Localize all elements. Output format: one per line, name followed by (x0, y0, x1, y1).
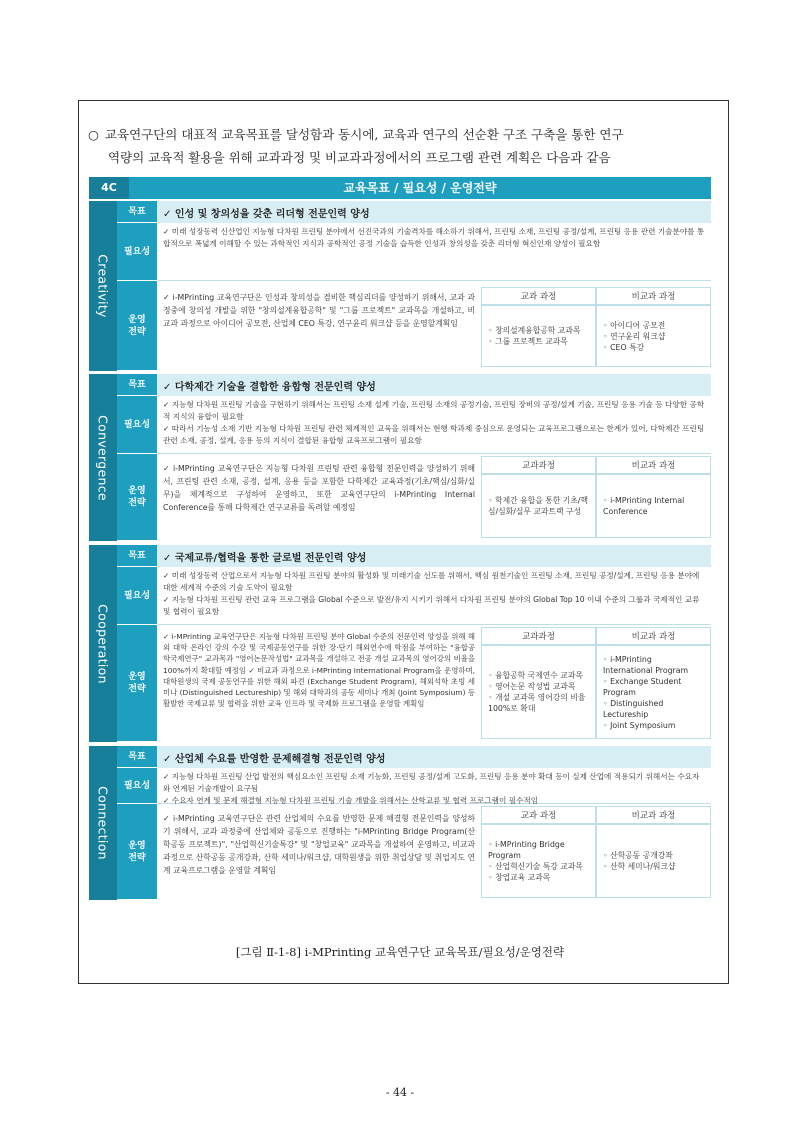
extracurricular-list: ◦ i-MPrinting International Program ◦ Exchange Student Program ◦ Distinguished Lectureship ◦ Joint Symposium (596, 645, 711, 739)
strategy-text: ✓ i-MPrinting 교육연구단은 지능형 다차원 프린팅 관련 융합형 전문인력을 양성하기 위해서, 프린팅 관련 소재, 공정, 설계, 응용 등을 포함한 다학제간 교육과정(기초/핵심/심화/실무)을 체계적으로 구성하여 운영하고, 또한 교육연구단의 i-MPrinting Internal Conference를 통해 다학제간 연구교류를 독려할 예정임 (163, 464, 475, 512)
curriculum-list: ◦ 창의설계융합공학 교과목 ◦ 그룹 프로젝트 교과목 (481, 305, 596, 367)
curriculum-list: ◦ i-MPrinting Bridge Program ◦ 산업혁신기술 특강 교과목 ◦ 창업교육 교과목 (481, 824, 596, 898)
goal-label: 목표 (117, 545, 157, 567)
curriculum-header: 교과 과정 (481, 287, 596, 305)
need-label: 필요성 (117, 396, 157, 454)
need-text: ✓ 지능형 다차원 프린팅 기술을 구현하기 위해서는 프린팅 소재 설계 기술, 프린팅 소재의 공정기술, 프린팅 장비의 공정/설계 기술, 프린팅 응용 기술 등 다양한 공학적 지식의 융합이 필요함 ✓ 따라서 기능성 소재 기반 지능형 다차원 프린팅 관련 체계적인 교육을 위해서는 현행 학과제 중심으로 운영되는 교육프로그램으로는 한계가 있어, 다학제간 프린팅 관련 소재, 공정, 설계, 응용 등의 지식이 결합된 융합형 교육프로그램이 필요함 (157, 396, 711, 454)
program-table (481, 456, 711, 538)
extracurricular-list: ◦ i-MPrinting Internal Conference (596, 474, 711, 538)
figure-caption: [그림 Ⅱ-1-8] i-MPrinting 교육연구단 교육목표/필요성/운영전략 (235, 945, 565, 959)
program-table (481, 287, 711, 367)
goal-text: ✓ 인성 및 창의성을 갖춘 리더형 전문인력 양성 (157, 201, 711, 223)
intro-paragraph (88, 123, 723, 169)
side-label-connection: Connection (89, 746, 117, 900)
page-number: - 44 - (385, 1086, 415, 1099)
curriculum-list: ◦ 융합공학 국제연수 교과목 ◦ 영어논문 작성법 교과목 ◦ 개설 교과목 영어강의 비율 100%로 확대 (481, 645, 596, 739)
need-text: ✓ 지능형 다차원 프린팅 산업 발전의 핵심요소인 프린팅 소재 기능화, 프린팅 공정/설계 고도화, 프린팅 응용 분야 확대 등이 실제 산업에 적용되기 위해서는 수요자와 연계된 기술개발이 요구됨 ✓ 수요자 연계 및 문제 해결형 지능형 다차원 프린팅 기술 개발을 위해서는 산학교류 및 협력 프로그램이 필수적임 (157, 768, 711, 804)
need-text: ✓ 미래 성장동력 산업으로서 지능형 다차원 프린팅 분야의 활성화 및 미래기술 선도를 위해서, 핵심 원천기술인 프린팅 소재, 프린팅 공정/설계, 프린팅 응용 분야에 대한 세계적 수준의 기술 도약이 필요함 ✓ 지능형 다차원 프린팅 관련 교육 프로그램을 Global 수준으로 발전/유지 시키기 위해서 다차원 프린팅 분야의 Global Top 10 이내 수준의 그룹과 국제적인 교류 및 협력이 필요함 (157, 567, 711, 625)
strategy-label: 운영 전략 (117, 625, 157, 742)
intro-line-2: 역량의 교육적 활용을 위해 교과과정 및 비교과과정에서의 프로그램 관련 계획은 다음과 같음 (108, 150, 611, 165)
extracurricular-list: ◦ 아이디어 공모전 ◦ 연구윤리 워크샵 ◦ CEO 특강 (596, 305, 711, 367)
strategy-text: ✓ i-MPrinting 교육연구단은 관련 산업체의 수요를 반영한 문제 해결형 전문인력을 양성하기 위해서, 교과 과정중에 산업체와 공동으로 진행하는 "i-MPrinting Bridge Program(산학공동 프로젝트)", "산업혁신기술특강" 및 "창업교육" 교과목을 개설하여 운영하고, 비교과 과정으로 산학공동 공개강좌, 산학 세미나/워크샵, 대학원생을 위한 취업상담 및 취업지도 연계 교육프로그램을 운영할 계획임 (163, 814, 475, 875)
strategy-label: 운영 전략 (117, 804, 157, 900)
section-cooperation (89, 545, 711, 742)
strategy-text: ✓ i-MPrinting 교육연구단은 지능형 다차원 프린팅 분야 Global 수준의 전문인력 양성을 위해 해외 대학 온라인 강의 수강 및 국제공동연구를 위한 장·단기 해외연수에 학점을 부여하는 "융합공학국제연구" 교과목과 "영어논문작성법" 교과목을 개설하고 전공 개설 교과목의 영어강의 비율을 100%까지 확대할 예정임 ✓ 비교과 과정으로 i-MPrinting International Program을 운영하며, 대학원생의 국제 공동연구를 위한 해외 파견 (Exchange Student Program), 해외석학 초빙 세미나 (Distinguished Lectureship) 및 해외 대학과의 공동 세미나 개최 (Joint Symposium) 등 활발한 국제교류 및 협력을 위한 교육 인프라 및 국제화 프로그램을 운영할 계획임 (163, 632, 475, 709)
panel-header (89, 177, 711, 199)
curriculum-header: 교과과정 (481, 456, 596, 474)
intro-bullet: ○ (88, 127, 99, 142)
intro-line-1: 교육연구단의 대표적 교육목표를 달성함과 동시에, 교육과 연구의 선순환 구조 구축을 통한 연구 (104, 127, 624, 142)
section-connection (89, 746, 711, 900)
goal-text: ✓ 다학제간 기술을 결합한 융합형 전문인력 양성 (157, 374, 711, 396)
side-label-creativity: Creativity (89, 201, 117, 371)
goal-text: ✓ 산업체 수요를 반영한 문제해결형 전문인력 양성 (157, 746, 711, 768)
extracurricular-list: ◦ 산학공동 공개강좌 ◦ 산학 세미나/워크샵 (596, 824, 711, 898)
section-creativity (89, 201, 711, 371)
goal-text: ✓ 국제교류/협력을 통한 글로벌 전문인력 양성 (157, 545, 711, 567)
strategy-label: 운영 전략 (117, 454, 157, 541)
strategy-label: 운영 전략 (117, 281, 157, 371)
side-label-cooperation: Cooperation (89, 545, 117, 742)
program-table (481, 806, 711, 898)
goal-label: 목표 (117, 746, 157, 768)
extracurricular-header: 비교과 과정 (596, 287, 711, 305)
panel-title: 교육목표 / 필요성 / 운영전략 (343, 181, 497, 195)
need-label: 필요성 (117, 567, 157, 625)
curriculum-list: ◦ 학제간 융합을 통한 기초/핵심/심화/실무 교과트랙 구성 (481, 474, 596, 538)
curriculum-header: 교과 과정 (481, 806, 596, 824)
need-label: 필요성 (117, 223, 157, 281)
goals-panel (89, 177, 711, 900)
goal-label: 목표 (117, 374, 157, 396)
need-label: 필요성 (117, 768, 157, 804)
curriculum-header: 교과과정 (481, 627, 596, 645)
extracurricular-header: 비교과 과정 (596, 627, 711, 645)
goal-label: 목표 (117, 201, 157, 223)
panel-tag: 4C (89, 177, 129, 199)
extracurricular-header: 비교과 과정 (596, 456, 711, 474)
strategy-text: ✓ i-MPrinting 교육연구단은 인성과 창의성을 겸비한 핵심리더를 양성하기 위해서, 교과 과정중에 창의성 개발을 위한 "창의설계융합공학" 및 "그룹 프로젝트" 교과목을 개설하고, 비교과 과정으로 아이디어 공모전, 산업체 CEO 특강, 연구윤리 워크샵 등을 운영할계획임 (163, 293, 475, 328)
section-convergence (89, 374, 711, 541)
need-text: ✓ 미래 성장동력 신산업인 지능형 다차원 프린팅 분야에서 선진국과의 기술격차를 해소하기 위해서, 프린팅 소재, 프린팅 공정/설계, 프린팅 응용 관련 기술분야를 통합적으로 폭넓게 이해할 수 있는 과학적인 지식과 공학적인 공정 기술을 습득한 인성과 창의성을 갖춘 리더형 혁신인재 양성이 필요함 (157, 223, 711, 281)
extracurricular-header: 비교과 과정 (596, 806, 711, 824)
side-label-convergence: Convergence (89, 374, 117, 541)
program-table (481, 627, 711, 739)
